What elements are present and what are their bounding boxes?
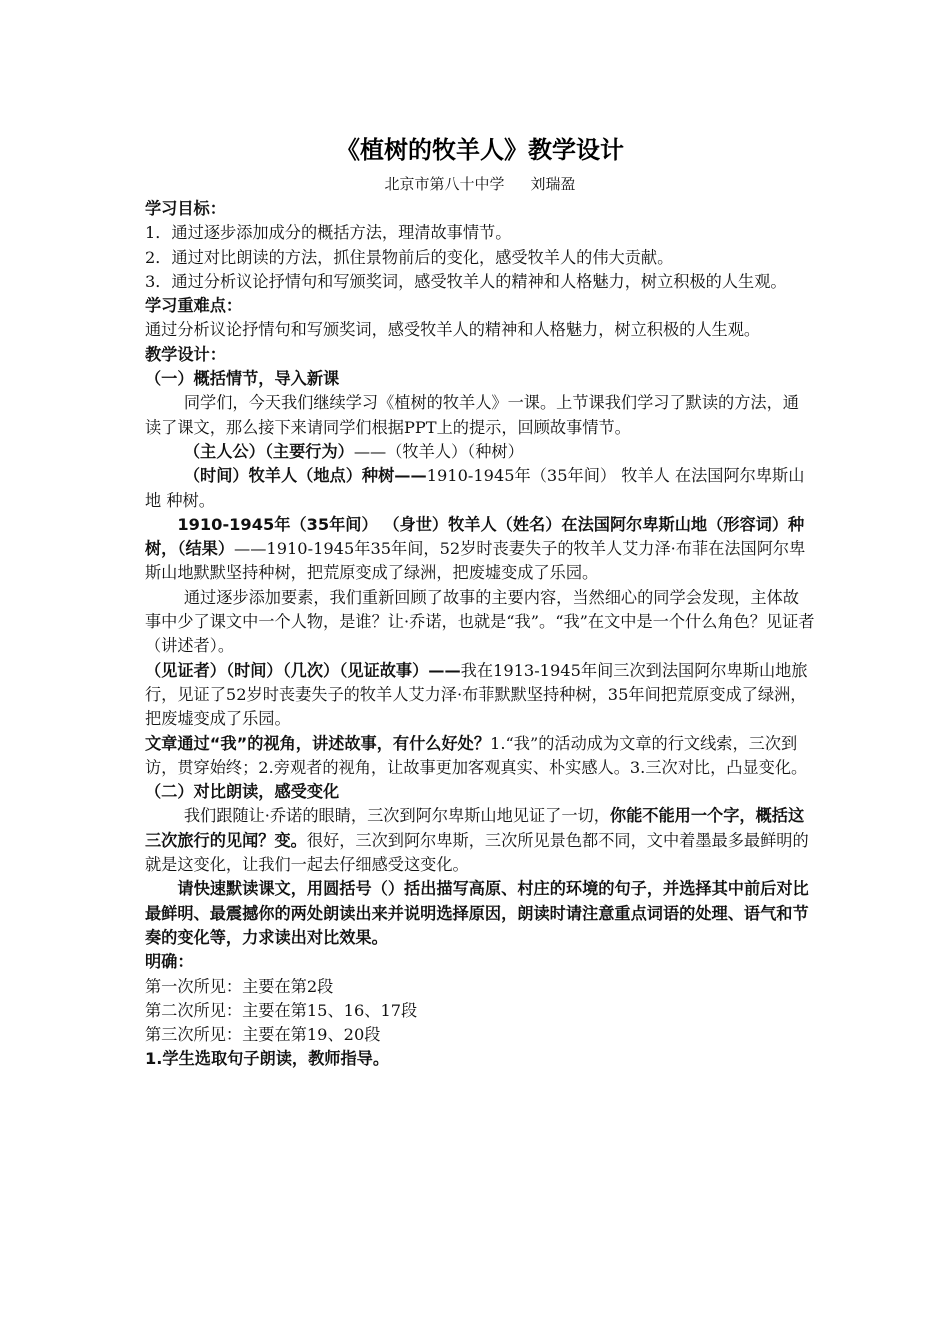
goal-item-1: 1．通过逐步添加成分的概括方法，理清故事情节。 — [145, 223, 512, 243]
perspective-answer: 1.“我”的活动成为文章的行文线索，三次到访，贯穿始终；2.旁观者的视角，让故事更加客观真实、朴实感人。3.三次对比，凸显变化。 — [145, 733, 808, 777]
design-heading: 教学设计： — [145, 344, 226, 364]
author-line — [145, 173, 815, 195]
summary-step-3-rest: ——1910-1945年35年间，52岁时丧妻失子的牧羊人艾力泽·布菲在法国阿尔卑斯山地默默坚持种树，把荒原变成了绿洲，把废墟变成了乐园。 — [145, 539, 806, 583]
summary-step-3 — [145, 513, 815, 586]
part2-para1-a: 我们跟随让·乔诺的眼睛，三次到阿尔卑斯山地见证了一切， — [183, 806, 610, 826]
witness-summary — [145, 659, 815, 732]
part2-heading: （二）对比朗读，感受变化 — [145, 782, 340, 802]
clarify-item-3: 第三次所见：主要在第19、20段 — [145, 1025, 381, 1045]
summary-step-2-bold: （时间）牧羊人（地点）种树—— — [183, 466, 427, 486]
author-school: 北京市第八十中学 — [384, 175, 505, 193]
part2-para1 — [145, 804, 815, 877]
clarify-item-2: 第二次所见：主要在第15、16、17段 — [145, 1000, 418, 1020]
reading-task: 请快速默读课文，用圆括号（）括出描写高原、村庄的环境的句子，并选择其中前后对比最鲜明、最震撼你的两处朗读出来并说明选择原因，朗读时请注意重点词语的处理、语气和节奏的变化等，力求读出对比效果。 — [145, 879, 809, 947]
document-title: 《植树的牧羊人》教学设计 — [336, 136, 624, 164]
goal-item-3: 3．通过分析议论抒情句和写颁奖词，感受牧羊人的精神和人格魅力，树立积极的人生观。 — [145, 271, 787, 291]
summary-step-2-rest: 1910-1945年（35年间） 牧羊人 在法国阿尔卑斯山地 种树。 — [145, 466, 805, 510]
part2-para1-c: 很好，三次到阿尔卑斯，三次所见景色都不同，文中着墨最多最鲜明的就是这变化，让我们一起去仔细感受这变化。 — [145, 830, 809, 875]
goals-heading: 学习目标： — [145, 199, 226, 218]
summary-step-1-rest: ——（牧羊人）（种树） — [353, 441, 524, 461]
clarify-item-1: 第一次所见：主要在第2段 — [145, 976, 334, 996]
part1-intro: 同学们，今天我们继续学习《植树的牧羊人》一课。上节课我们学习了默读的方法，通读了课文，那么接下来请同学们根据PPT上的提示，回顾故事情节。 — [145, 393, 799, 437]
clarify-heading: 明确： — [145, 952, 194, 972]
perspective-question — [145, 732, 815, 781]
witness-summary-rest: 我在1913-1945年间三次到法国阿尔卑斯山地旅行，见证了52岁时丧妻失子的牧羊人艾力泽·布菲默默坚持种树，35年间把荒原变成了绿洲，把废墟变成了乐园。 — [145, 660, 808, 729]
summary-step-1-bold: （主人公）（主要行为） — [183, 441, 354, 461]
key-heading: 学习重难点： — [145, 296, 243, 316]
summary-step-1 — [145, 440, 815, 464]
author-name: 刘瑞盈 — [530, 175, 576, 193]
key-text: 通过分析议论抒情句和写颁奖词，感受牧羊人的精神和人格魅力，树立积极的人生观。 — [145, 320, 761, 340]
summary-step-2 — [145, 464, 815, 513]
witness-summary-bold: （见证者）（时间）（几次）（见证故事）—— — [145, 660, 461, 680]
part2-para1-b: 你能不能用一个字，概括这三次旅行的见闻？变。 — [145, 806, 805, 850]
perspective-question-bold: 文章通过“我”的视角，讲述故事，有什么好处？ — [145, 733, 491, 753]
part1-para2: 通过逐步添加要素，我们重新回顾了故事的主要内容，当然细心的同学会发现，主体故事中少了课文中一个人物，是谁？让·乔诺，也就是“我”。“我”在文中是一个什么角色？见证者（讲述者）。 — [145, 587, 815, 656]
document-body — [145, 133, 815, 1072]
goal-item-2: 2．通过对比朗读的方法，抓住景物前后的变化，感受牧羊人的伟大贡献。 — [145, 247, 674, 267]
activity-step-1: 1.学生选取句子朗读，教师指导。 — [145, 1049, 390, 1069]
part1-heading: （一）概括情节，导入新课 — [145, 369, 340, 389]
summary-step-3-bold: 1910-1945年（35年间） （身世）牧羊人（姓名）在法国阿尔卑斯山地（形容词）种树，（结果） — [145, 514, 805, 559]
